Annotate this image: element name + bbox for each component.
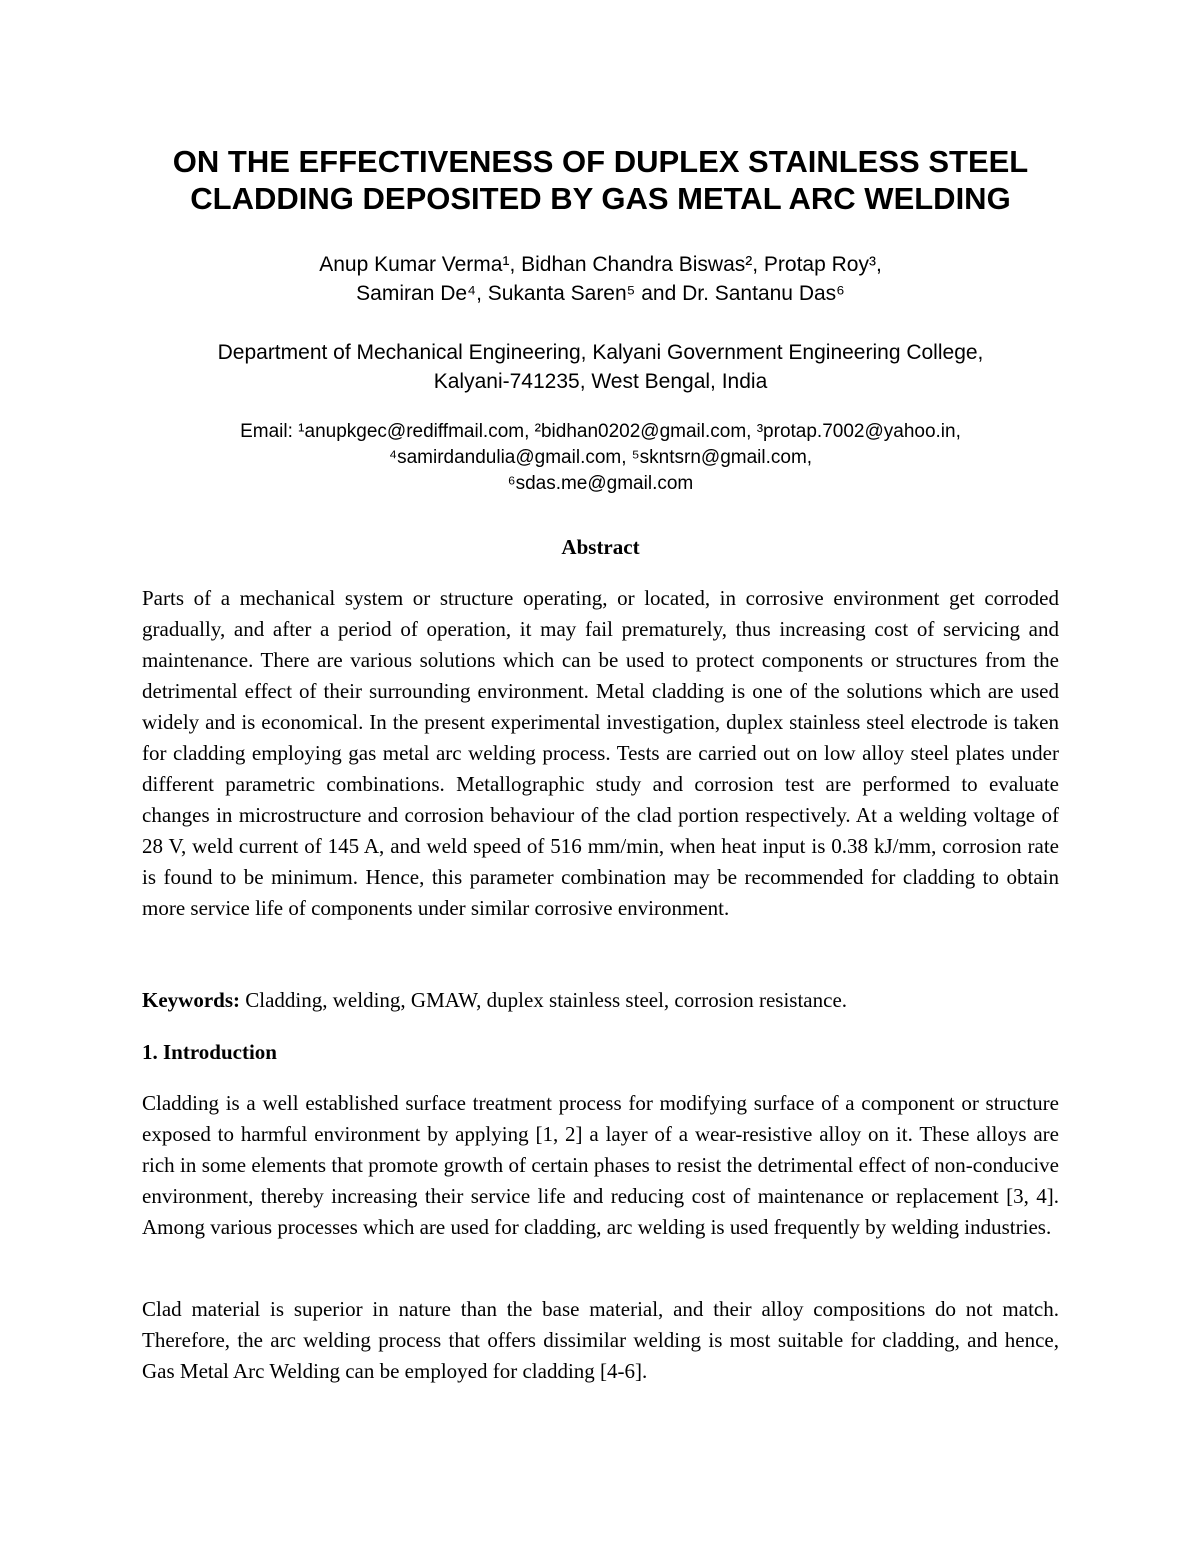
affiliation-line: Kalyani-741235, West Bengal, India [433, 370, 768, 393]
email-line: ⁴samirdandulia@gmail.com, ⁵skntsrn@gmail.com, [388, 447, 813, 468]
section-heading-introduction: 1. Introduction [142, 1040, 277, 1064]
affiliation-line: Department of Mechanical Engineering, Kalyani Government Engineering College, [217, 341, 984, 364]
email-line: Email: ¹anupkgec@rediffmail.com, ²bidhan0202@gmail.com, ³protap.7002@yahoo.in, [240, 421, 961, 442]
author-line: Samiran De⁴, Sukanta Saren⁵ and Dr. Santanu Das⁶ [356, 282, 845, 305]
paper-title-line: CLADDING DEPOSITED BY GAS METAL ARC WELDING [190, 181, 1011, 216]
keywords [142, 985, 1059, 1016]
author-list [142, 250, 1059, 308]
affiliation [142, 338, 1059, 396]
abstract-heading: Abstract [561, 535, 640, 559]
author-line: Anup Kumar Verma¹, Bidhan Chandra Biswas², Protap Roy³, [319, 253, 882, 276]
paper-title-line: ON THE EFFECTIVENESS OF DUPLEX STAINLESS STEEL [172, 144, 1029, 179]
email-line: ⁶sdas.me@gmail.com [507, 473, 694, 494]
introduction-paragraph: Cladding is a well established surface treatment process for modifying surface of a component or structure exposed to harmful environment by applying [1, 2] a layer of a wear-resistive alloy on it. These alloys are rich in some elements that promote growth of certain phases to resist the detrimental effect of non-conducive environment, thereby increasing their service life and reducing cost of maintenance or replacement [3, 4]. Among various processes which are used for cladding, arc welding is used frequently by welding industries. [142, 1091, 1059, 1239]
abstract-paragraph: Parts of a mechanical system or structure operating, or located, in corrosive environment get corroded gradually, and after a period of operation, it may fail prematurely, thus increasing cost of servicing and maintenance. There are various solutions which can be used to protect components or structures from the detrimental effect of their surrounding environment. Metal cladding is one of the solutions which are used widely and is economical. In the present experimental investigation, duplex stainless steel electrode is taken for cladding employing gas metal arc welding process. Tests are carried out on low alloy steel plates under different parametric combinations. Metallographic study and corrosion test are performed to evaluate changes in microstructure and corrosion behaviour of the clad portion respectively. At a welding voltage of 28 V, weld current of 145 A, and weld speed of 516 mm/min, when heat input is 0.38 kJ/mm, corrosion rate is found to be minimum. Hence, this parameter combination may be recommended for cladding to obtain more service life of components under similar corrosive environment. [142, 586, 1059, 920]
keywords-label: Keywords: [142, 988, 240, 1012]
email-list [142, 419, 1059, 497]
paper-title [142, 143, 1059, 217]
keywords-text: Cladding, welding, GMAW, duplex stainless steel, corrosion resistance. [240, 988, 848, 1012]
introduction-paragraph: Clad material is superior in nature than the base material, and their alloy compositions do not match. Therefore, the arc welding process that offers dissimilar welding is most suitable for cladding, and hence, Gas Metal Arc Welding can be employed for cladding [4-6]. [142, 1297, 1059, 1383]
